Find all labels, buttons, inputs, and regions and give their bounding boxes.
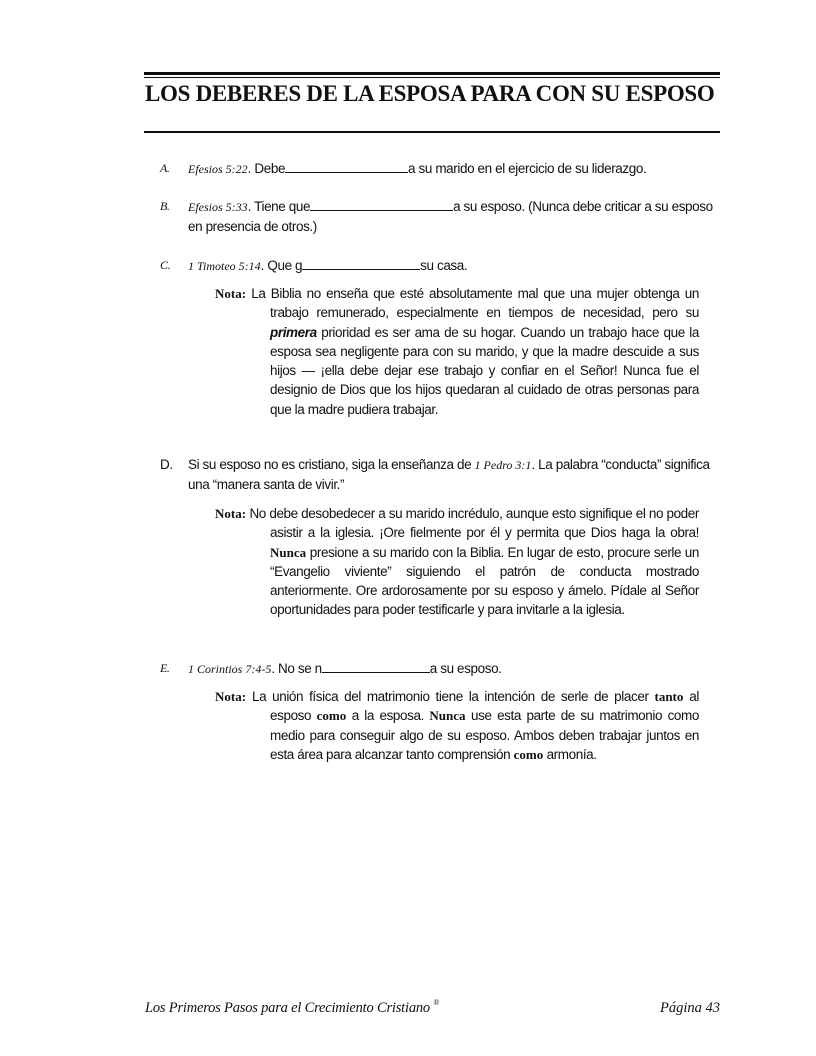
note-text: prioridad es ser ama de su hogar. Cuando un trabajo hace que la esposa sea negligente para con su marido, y que la madre descuide a sus hijos — ¡ella debe dejar ese trabajo y confiar en el Señor! Nunca fue el designio de Dios que los hijos quedaran al cuidado de otras personas para que la madre pudiera trabajar.: [270, 324, 699, 417]
top-double-rule: [144, 72, 720, 75]
item-b: [160, 196, 726, 237]
item-text: . Tiene que: [247, 199, 311, 214]
item-text: su casa.: [420, 258, 468, 273]
item-e: [160, 658, 726, 679]
top-double-rule-thin: [144, 77, 720, 78]
title-underline: [144, 131, 720, 133]
footer-title-text: Los Primeros Pasos para el Crecimiento Cristiano: [145, 1000, 430, 1016]
note-text: armonía.: [543, 746, 597, 762]
note-text: presione a su marido con la Biblia. En lugar de esto, procure serle un “Evangelio viviente” siguiendo el patrón de conducta mostrado anteriormente. Ore ardorosamente por su esposo y ámelo. Pídale al Señor oportunidades para poder testificarle y para invitarle a la iglesia.: [270, 544, 699, 618]
note-text: La Biblia no enseña que esté absolutamente mal que una mujer obtenga un trabajo remunerado, especialmente en tiempos de necesidad, pero su: [246, 286, 699, 321]
fill-in-blank[interactable]: [322, 658, 430, 673]
note-emphasis: primera: [270, 324, 317, 340]
item-letter: D.: [160, 457, 173, 472]
note-label: Nota:: [215, 506, 247, 521]
fill-in-blank[interactable]: [285, 158, 408, 173]
item-text: . Que g: [260, 258, 303, 273]
item-text: . La palabra “conducta” significa una “manera santa de vivir.”: [188, 457, 710, 492]
note-emphasis: como: [513, 746, 544, 762]
item-text: . Debe: [247, 161, 286, 176]
footer-page-number: Página 43: [659, 1000, 720, 1016]
fill-in-blank[interactable]: [302, 255, 420, 270]
scripture-reference: 1 Timoteo 5:14: [188, 259, 261, 273]
note-text: use esta parte de su matrimonio como medio para conseguir algo de su esposo. Ambos deben trabajar juntos en esta área para alcanzar tanto comprensión: [270, 708, 699, 762]
scripture-reference: Efesios 5:33: [188, 200, 248, 214]
scripture-reference: Efesios 5:22: [188, 162, 248, 176]
note-1: [215, 284, 699, 419]
note-text: No debe desobedecer a su marido incrédulo, aunque esto signifique el no poder asistir a la iglesia. ¡Ore fielmente por él y permita que Dios haga la obra!: [246, 506, 699, 541]
note-emphasis: como: [316, 708, 347, 724]
note-label: Nota:: [215, 689, 247, 704]
item-letter: C.: [160, 258, 171, 272]
scripture-reference: 1 Pedro 3:1: [474, 458, 532, 472]
item-text: a su esposo.: [429, 661, 502, 676]
item-text: a su esposo. (Nunca debe criticar a su esposo en presencia de otros.): [188, 199, 713, 234]
note-text: a la esposa.: [346, 708, 430, 724]
item-text: Si su esposo no es cristiano, siga la enseñanza de: [188, 457, 475, 472]
page-title: LOS DEBERES DE LA ESPOSA PARA CON SU ESPOSO: [145, 81, 715, 106]
note-3: [215, 687, 699, 764]
note-emphasis: tanto: [654, 689, 684, 704]
item-a: [160, 158, 726, 179]
note-label: Nota:: [215, 286, 247, 301]
note-text: al esposo: [270, 689, 700, 724]
note-text: La unión física del matrimonio tiene la intención de serle de placer: [246, 689, 655, 704]
item-c: [160, 255, 726, 276]
fill-in-blank[interactable]: [310, 196, 453, 211]
item-letter: E.: [160, 661, 170, 675]
item-letter: A.: [160, 161, 170, 175]
item-d: [160, 455, 726, 495]
note-emphasis: Nunca: [429, 708, 466, 724]
scripture-reference: 1 Corintios 7:4-5: [188, 662, 272, 676]
item-text: . No se n: [271, 661, 322, 676]
item-letter: B.: [160, 199, 170, 213]
item-text: a su marido en el ejercicio de su liderazgo.: [408, 161, 647, 176]
footer-book-title: [145, 1000, 439, 1017]
registered-mark: ®: [433, 998, 440, 1007]
note-2: [215, 504, 699, 620]
note-emphasis: Nunca: [270, 544, 307, 560]
